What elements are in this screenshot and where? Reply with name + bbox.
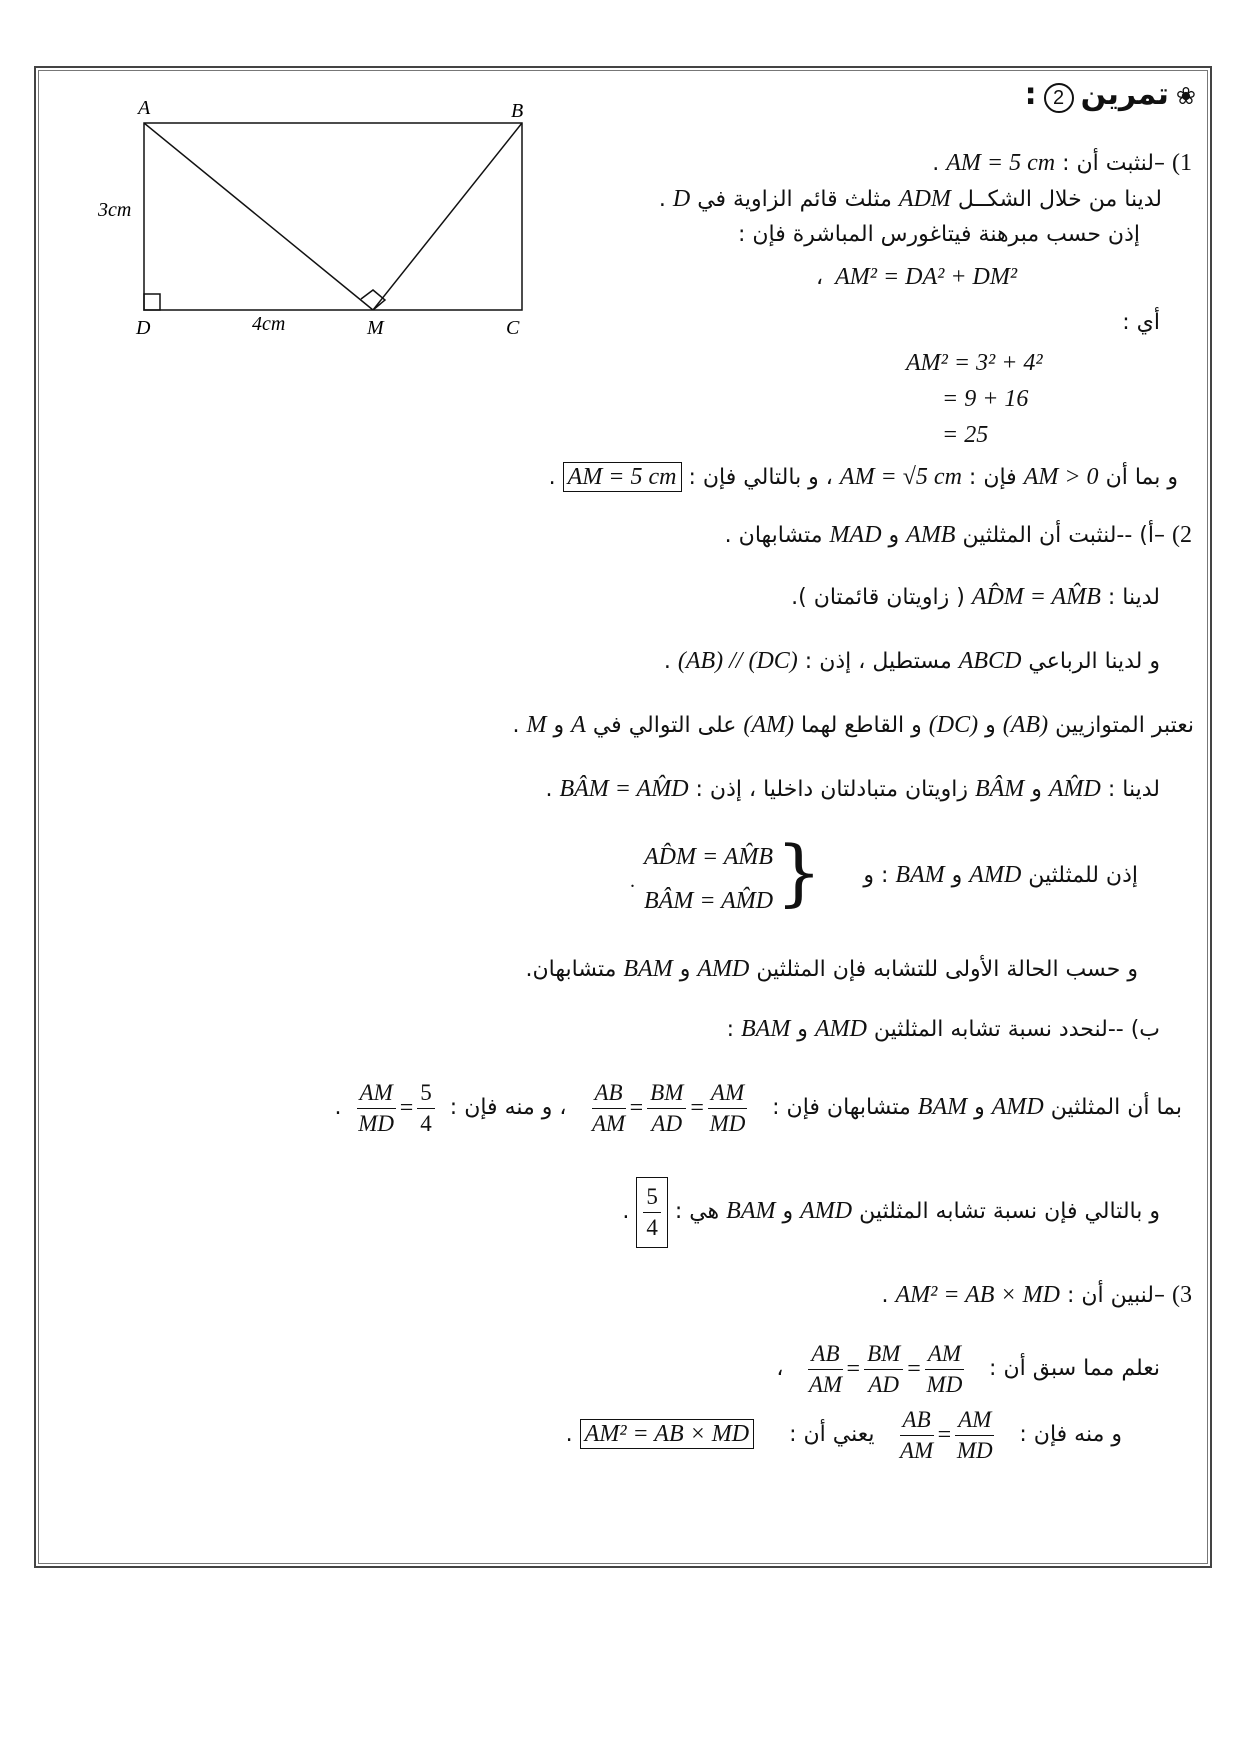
p2b-heading: ب) --لنحدد نسبة تشابه المثلثين AMD و BAM : xyxy=(726,1016,1160,1042)
p2-row3: نعتبر المتوازيين (AB) و (DC) و القاطع لهما (AM) على التوالي في A و M . xyxy=(512,712,1194,738)
exercise-number: 2 xyxy=(1044,83,1074,113)
p1-calc2: = 9 + 16 xyxy=(942,386,1029,412)
p2-row6: و حسب الحالة الأولى للتشابه فإن المثلثين AMD و BAM متشابهان. xyxy=(525,956,1138,982)
p1-heading: 1) –لنثبت أن : AM = 5 cm . xyxy=(932,150,1192,176)
p2-row5-text: إذن للمثلثين AMD و BAM : و xyxy=(863,862,1138,888)
label-c: C xyxy=(506,317,520,339)
p3-heading: 3) –لنبين أن : AM² = AB × MD . xyxy=(881,1282,1192,1308)
p3-row2: و منه فإن : $\frac{AB}{AM}$ = $\frac{AM}{MD}$ يعني أن : AM² = AB × MD . xyxy=(565,1406,1122,1463)
label-m: M xyxy=(367,317,384,339)
p2b-row2: و بالتالي فإن نسبة تشابه المثلثين AMD و BAM هي : $\frac{5}{4}$ . xyxy=(622,1176,1160,1248)
p2-system-eq1: AD̂M = AM̂B xyxy=(644,844,774,870)
p2b-row1: بما أن المثلثين AMD و BAM متشابهان فإن : $\frac{AB}{AM}$ = $\frac{BM}{AD}$ = $\frac{AM}{MD}$ ، و منه فإن : $\frac{AM}{MD}$ = $\frac{5}{4}$ . xyxy=(334,1079,1182,1136)
flower-icon: ❀ xyxy=(1175,82,1196,110)
p1-calc1: AM² = 3² + 4² xyxy=(906,350,1043,376)
p3-row1: نعلم مما سبق أن : $\frac{AB}{AM}$ = $\frac{BM}{AD}$ = $\frac{AM}{MD}$ ، xyxy=(776,1340,1160,1397)
label-b: B xyxy=(511,100,524,122)
label-4cm: 4cm xyxy=(252,313,286,335)
p1-line1: لدينا من خلال الشكــل ADM مثلث قائم الزاوية في D . xyxy=(658,186,1162,212)
label-3cm: 3cm xyxy=(98,199,132,221)
p2-system-eq2: BÂM = AM̂D xyxy=(644,888,774,914)
title-text: تمرين xyxy=(1080,77,1169,112)
p1-conclusion: و بما أن AM > 0 فإن : AM = √5 cm ، و بالتالي فإن : AM = 5 cm . xyxy=(548,464,1178,490)
p1-ai: أي : xyxy=(1122,310,1160,335)
p2-row1: لدينا : AD̂M = AM̂B ( زاويتان قائمتان ). xyxy=(791,584,1160,610)
label-d: D xyxy=(136,317,151,339)
p1-line2: إذن حسب مبرهنة فيتاغورس المباشرة فإن : xyxy=(737,222,1140,247)
exercise-title: ❀ تمرين 2 : xyxy=(1024,77,1196,112)
p1-calc3: = 25 xyxy=(942,422,989,448)
ratio-box: $\frac{5}{4}$ xyxy=(636,1177,668,1248)
p2-row4: لدينا : AM̂D و BÂM زاويتان متبادلتان داخليا ، إذن : BÂM = AM̂D . xyxy=(545,776,1160,802)
label-a: A xyxy=(138,97,151,119)
system-brace: } xyxy=(776,830,822,914)
p2-row2: و لدينا الرباعي ABCD مستطيل ، إذن : (AB) // (DC) . xyxy=(663,648,1160,674)
p1-pythagoras: ، AM² = DA² + DM² xyxy=(816,264,1018,290)
result-box-am: AM = 5 cm xyxy=(563,462,682,492)
result-box-product: AM² = AB × MD xyxy=(580,1419,754,1449)
p2-heading: 2) –أ) --لنثبت أن المثلثين AMB و MAD متشابهان . xyxy=(724,522,1192,548)
